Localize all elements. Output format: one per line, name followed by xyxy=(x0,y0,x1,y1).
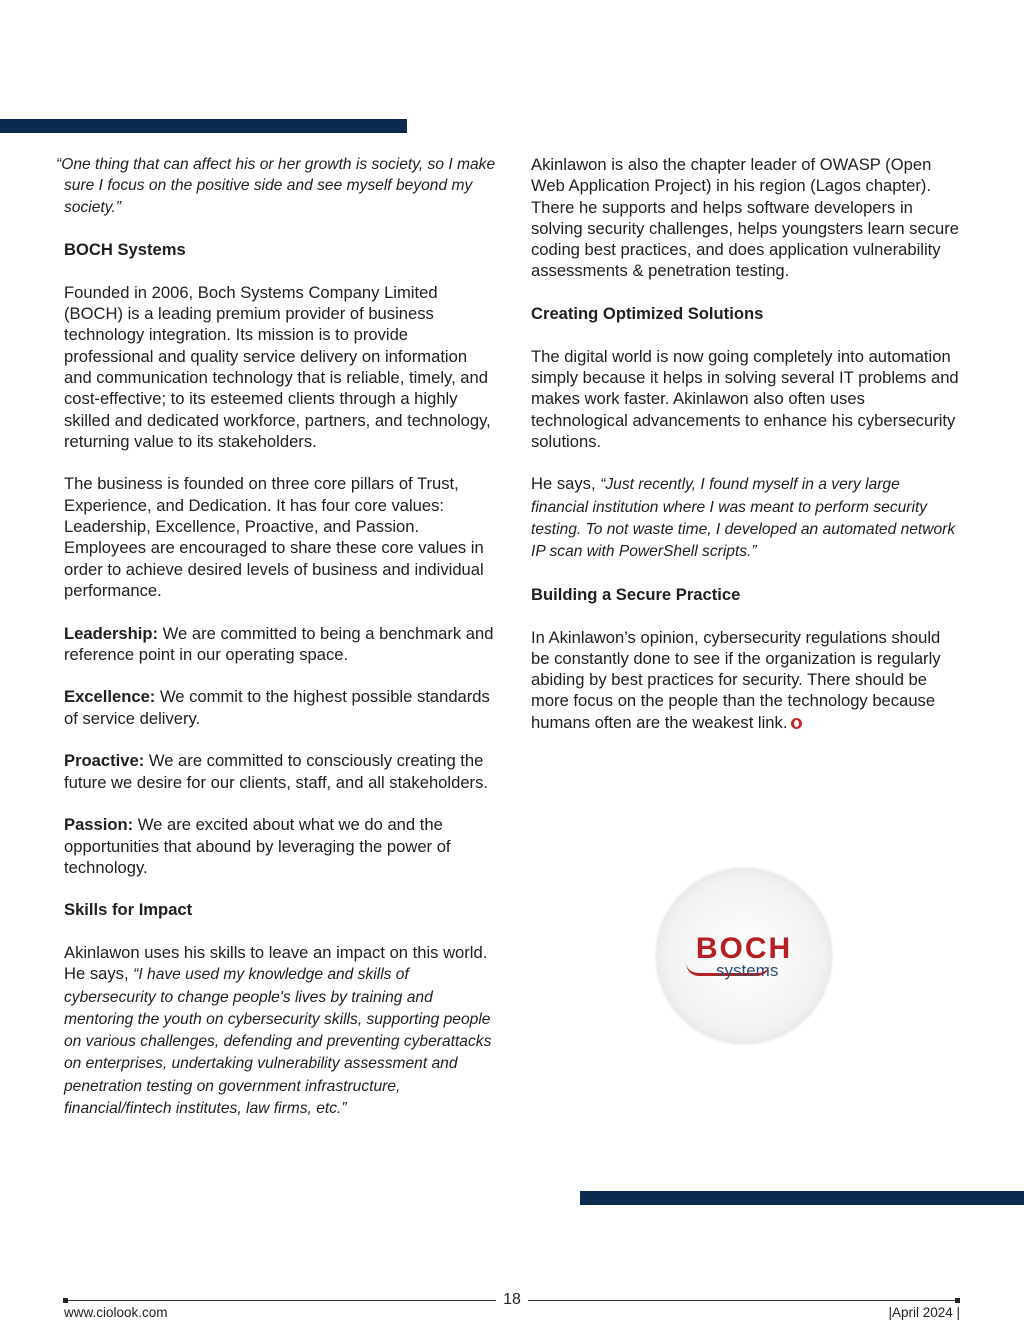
value-leadership xyxy=(64,623,496,666)
value-text: We are excited about what we do and the opportunities that abound by leveraging the power of technology. xyxy=(64,815,451,877)
heading-boch-systems: BOCH Systems xyxy=(64,240,186,260)
says-quote: “Just recently, I found myself in a very large financial institution where I was meant to perform security testing. To not waste time, I developed an automated network IP scan with PowerShell scripts.” xyxy=(531,476,956,561)
opinion-text: In Akinlawon’s opinion, cybersecurity regulations should be constantly done to see if the organization is regularly abiding by best practices for security. There should be more focus on the people than the technology because humans often are the weakest link. xyxy=(531,627,941,732)
paragraph-skills xyxy=(64,942,496,1119)
value-passion xyxy=(64,814,496,878)
heading-building-secure-practice: Building a Secure Practice xyxy=(531,584,741,604)
article-end-icon xyxy=(791,718,802,729)
left-column xyxy=(56,154,496,1141)
paragraph-he-says xyxy=(531,473,961,562)
footer-rule-end-right xyxy=(955,1298,960,1303)
value-text: We are committed to consciously creating the future we desire for our clients, staff, and all stakeholders. xyxy=(64,751,488,792)
value-excellence xyxy=(64,686,496,729)
value-term: Leadership: xyxy=(64,623,159,643)
right-column xyxy=(531,154,961,754)
skills-intro: Akinlawon uses his skills to leave an impact on this world. He says, xyxy=(64,942,488,984)
paragraph-owasp: Akinlawon is also the chapter leader of OWASP (Open Web Application Project) in his region (Lagos chapter). There he supports and helps software developers in solving security challenges, helps youngsters learn secure coding best practices, and does application vulnerability assessments & penetration testing. xyxy=(531,155,959,281)
skills-quote: “I have used my knowledge and skills of cybersecurity to change people's lives by training and mentoring the youth on cybersecurity skills, supporting people on various challenges, defending and preventing cyberattacks on enterprises, undertaking vulnerability assessment and penetration testing on government infrastructure, financial/fintech institutes, law firms, etc.” xyxy=(64,966,492,1118)
page-number: 18 xyxy=(496,1290,528,1310)
boch-systems-logo xyxy=(656,868,832,1044)
value-term: Proactive: xyxy=(64,751,145,771)
value-term: Passion: xyxy=(64,815,134,835)
paragraph-founded: Founded in 2006, Boch Systems Company Limited (BOCH) is a leading premium provider of business technology integration. Its mission is to provide professional and quality service delivery on information and communication technology that is reliable, timely, and cost-effective; to its esteemed clients through a highly skilled and dedicated workforce, partners, and technology, returning value to its stakeholders. xyxy=(64,282,491,451)
footer-rule-end-left xyxy=(63,1298,68,1303)
logo-wordmark: BOCH xyxy=(695,932,793,965)
value-proactive xyxy=(64,750,496,793)
heading-skills-for-impact: Skills for Impact xyxy=(64,900,193,920)
paragraph-digital-world: The digital world is now going completely into automation simply because it helps in solving several IT problems and makes work faster. Akinlawon also often uses technological advancements to enhance his cybersecurity solutions. xyxy=(531,346,959,451)
value-term: Excellence: xyxy=(64,687,156,707)
heading-creating-optimized-solutions: Creating Optimized Solutions xyxy=(531,304,764,324)
logo-subtitle: systems xyxy=(716,961,779,980)
footer-website: www.ciolook.com xyxy=(64,1305,168,1320)
says-intro: He says, xyxy=(531,474,601,494)
paragraph-pillars: The business is founded on three core pillars of Trust, Experience, and Dedication. It has four core values: Leadership, Excellence, Proactive, and Passion. Employees are encouraged to share these core values in order to achieve desired levels of business and individual performance. xyxy=(64,474,484,600)
paragraph-opinion xyxy=(531,627,961,733)
value-text: We are committed to being a benchmark and reference point in our operating space. xyxy=(64,623,494,664)
value-text: We commit to the highest possible standards of service delivery. xyxy=(64,687,490,728)
opening-quote: “One thing that can affect his or her growth is society, so I make sure I focus on the positive side and see myself beyond my society.” xyxy=(56,156,496,216)
footer-issue-date: |April 2024 | xyxy=(888,1305,960,1320)
bottom-accent-bar xyxy=(580,1191,1024,1205)
top-accent-bar xyxy=(0,119,407,133)
